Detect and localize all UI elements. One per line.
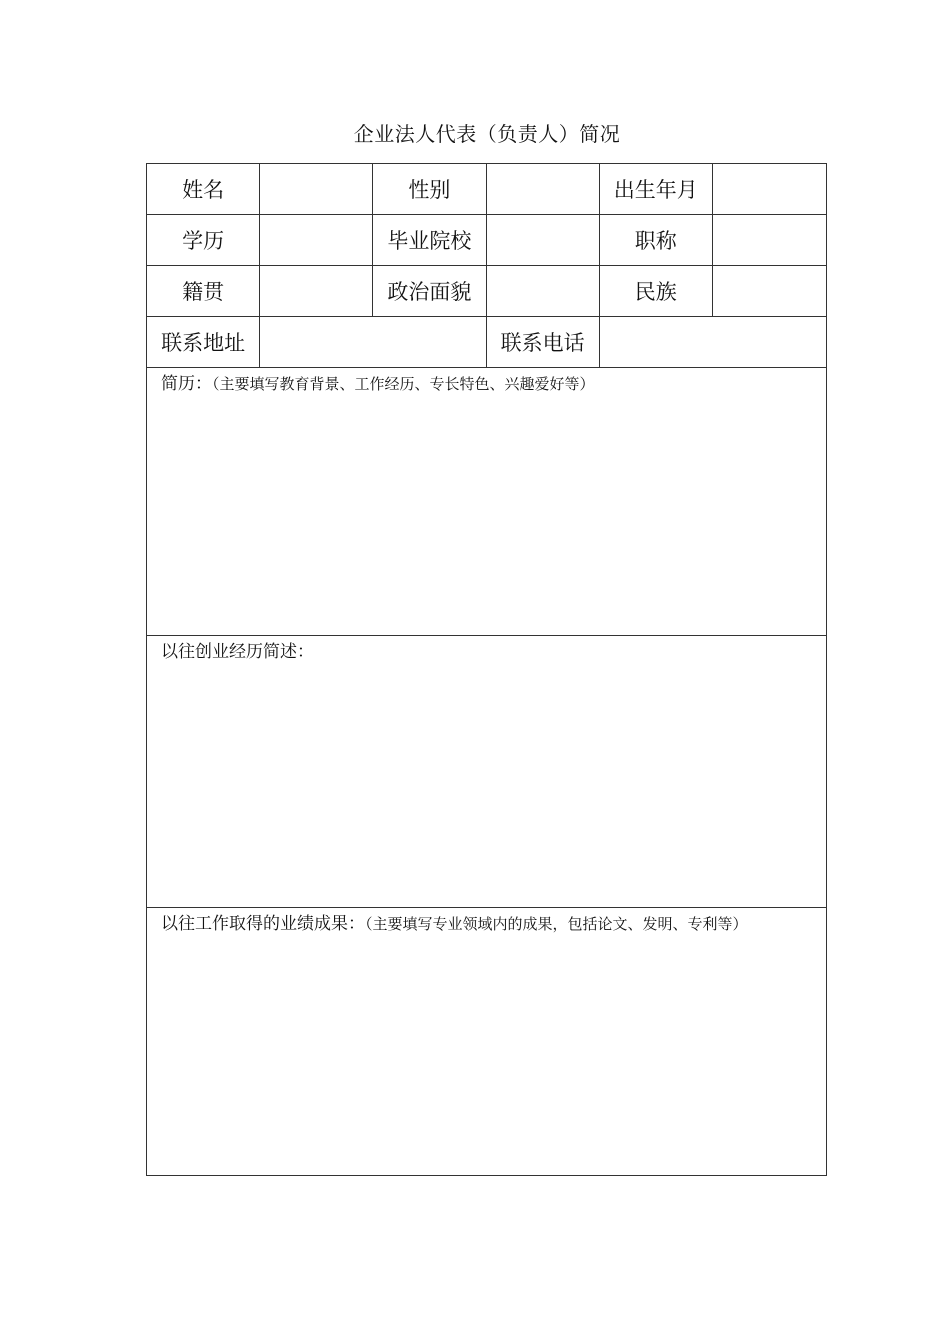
startup-label: 以往创业经历简述：	[161, 642, 314, 662]
label-name: 姓名	[147, 164, 260, 214]
achievements-section[interactable]	[147, 908, 826, 1177]
field-title[interactable]	[713, 215, 826, 265]
label-education: 学历	[147, 215, 260, 265]
form-row-2	[147, 215, 826, 266]
page-title: 企业法人代表（负责人）简况	[353, 122, 621, 146]
label-address: 联系地址	[147, 317, 260, 367]
form-row-3	[147, 266, 826, 317]
form-row-contact	[147, 317, 826, 368]
label-ethnicity: 民族	[600, 266, 713, 316]
resume-label: 简历：	[161, 374, 212, 394]
profile-form	[146, 163, 827, 1176]
resume-note: （主要填写教育背景、工作经历、专长特色、兴趣爱好等）	[212, 375, 595, 393]
label-school: 毕业院校	[373, 215, 486, 265]
label-gender: 性别	[373, 164, 486, 214]
field-gender[interactable]	[487, 164, 600, 214]
startup-section[interactable]	[147, 636, 826, 908]
field-phone[interactable]	[600, 317, 826, 367]
resume-section[interactable]	[147, 368, 826, 636]
field-education[interactable]	[260, 215, 373, 265]
field-name[interactable]	[260, 164, 373, 214]
label-phone: 联系电话	[487, 317, 600, 367]
resume-heading	[161, 374, 812, 394]
achievements-label: 以往工作取得的业绩成果：	[161, 914, 365, 934]
field-address[interactable]	[260, 317, 486, 367]
achievements-heading	[153, 914, 812, 934]
field-political-status[interactable]	[487, 266, 600, 316]
form-row-1	[147, 164, 826, 215]
label-political-status: 政治面貌	[373, 266, 486, 316]
field-birth-date[interactable]	[713, 164, 826, 214]
achievements-note: （主要填写专业领域内的成果，包括论文、发明、专利等）	[365, 915, 748, 933]
field-school[interactable]	[487, 215, 600, 265]
label-native-place: 籍贯	[147, 266, 260, 316]
field-native-place[interactable]	[260, 266, 373, 316]
label-title: 职称	[600, 215, 713, 265]
field-ethnicity[interactable]	[713, 266, 826, 316]
label-birth-date: 出生年月	[600, 164, 713, 214]
